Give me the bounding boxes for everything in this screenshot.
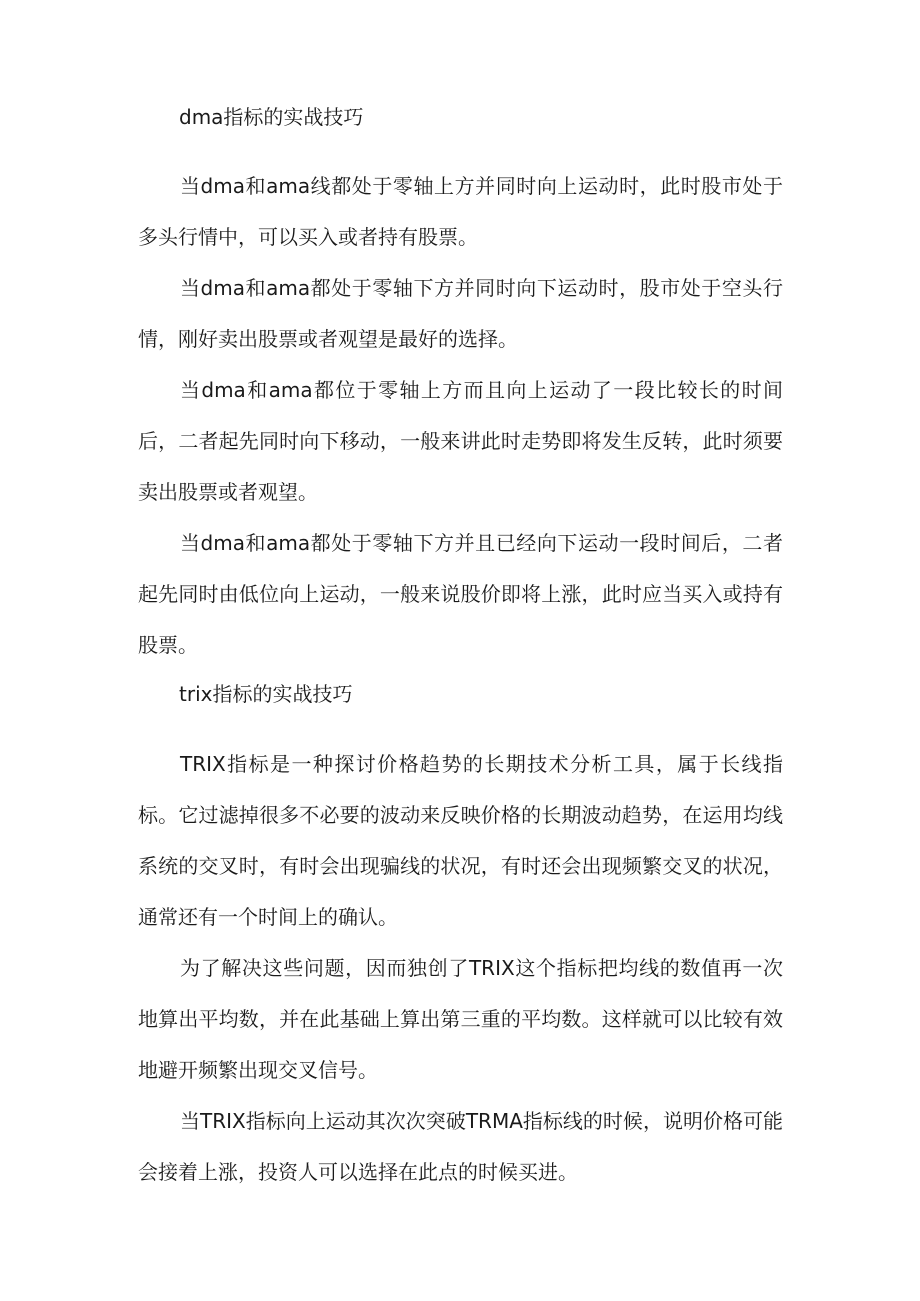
paragraph-dma-3: 当dma和ama都位于零轴上方而且向上运动了一段比较长的时间后，二者起先同时向下移动，一般来讲此时走势即将发生反转，此时须要卖出股票或者观望。 (138, 378, 783, 504)
paragraph-trix-2: 为了解决这些问题，因而独创了TRIX这个指标把均线的数值再一次地算出平均数，并在此基础上算出第三重的平均数。这样就可以比较有效地避开频繁出现交叉信号。 (138, 956, 783, 1082)
paragraph-trix-1: TRIX指标是一种探讨价格趋势的长期技术分析工具，属于长线指标。它过滤掉很多不必要的波动来反映价格的长期波动趋势，在运用均线系统的交叉时，有时会出现骗线的状况，有时还会出现频繁交叉的状况，通常还有一个时间上的确认。 (138, 752, 783, 929)
paragraph-dma-2: 当dma和ama都处于零轴下方并同时向下运动时，股市处于空头行情，刚好卖出股票或者观望是最好的选择。 (138, 276, 783, 351)
paragraph-trix-3: 当TRIX指标向上运动其次次突破TRMA指标线的时候，说明价格可能会接着上涨，投资人可以选择在此点的时候买进。 (138, 1109, 783, 1184)
section-heading-trix: trix指标的实战技巧 (179, 682, 353, 706)
spacer (138, 715, 783, 739)
spacer (138, 137, 783, 161)
paragraph-dma-4: 当dma和ama都处于零轴下方并且已经向下运动一段时间后，二者起先同时由低位向上运动，一般来说股价即将上涨，此时应当买入或持有股票。 (138, 531, 783, 657)
paragraph-dma-1: 当dma和ama线都处于零轴上方并同时向上运动时，此时股市处于多头行情中，可以买入或者持有股票。 (138, 174, 783, 249)
document-body (138, 98, 783, 1198)
section-heading-dma: dma指标的实战技巧 (179, 105, 364, 129)
